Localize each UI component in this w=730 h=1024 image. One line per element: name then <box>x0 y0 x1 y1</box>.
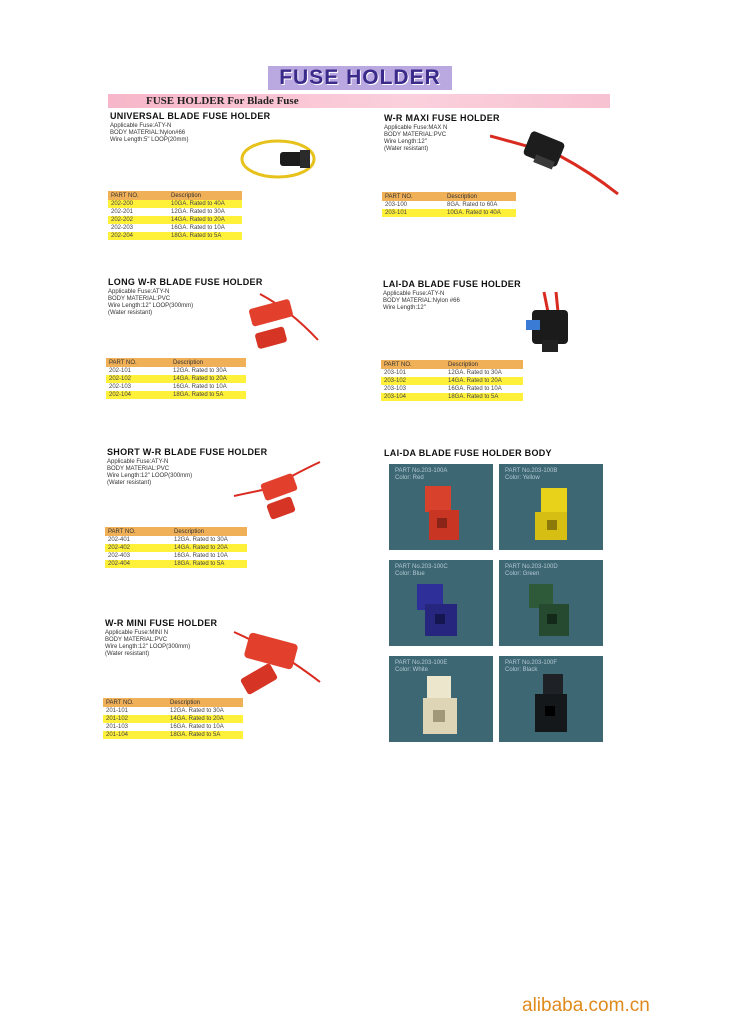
spec-line: Applicable Fuse:MINI N <box>105 630 169 636</box>
table-row: 201-101 12GA. Rated to 30A <box>106 708 224 714</box>
white-body-shape <box>389 656 493 742</box>
mini-parts-table <box>103 698 243 739</box>
col-header: Description <box>168 191 242 200</box>
table-row: 201-103 16GA. Rated to 10A <box>106 724 224 730</box>
section-heading: UNIVERSAL BLADE FUSE HOLDER <box>110 111 271 121</box>
watermark: alibaba.com.cn <box>522 995 650 1016</box>
thumb-caption: PART No.203-100F Color: Black <box>505 660 558 673</box>
spec-line: Applicable Fuse:MAX N <box>384 125 448 131</box>
table-row: 203-104 18GA. Rated to 5A <box>381 393 523 401</box>
col-header: Description <box>445 360 523 369</box>
section-banner <box>108 94 610 108</box>
spec-line: (Water resistant) <box>107 480 152 486</box>
spec-line: Wire Length:12" LOOP(300mm) <box>105 644 191 650</box>
body-thumb-yellow <box>499 464 603 550</box>
table-row: 203-101 10GA. Rated to 40A <box>382 209 516 217</box>
page-title: FUSE HOLDER <box>268 66 452 90</box>
spec-list <box>383 291 533 312</box>
thumb-caption: PART No.203-100A Color: Red <box>395 468 448 481</box>
table-row: 202-201 12GA. Rated to 30A <box>111 209 225 215</box>
table-row: 202-103 16GA. Rated to 10A <box>109 384 227 390</box>
col-header: PART NO. <box>108 191 168 200</box>
table-row: 202-401 12GA. Rated to 30A <box>108 537 228 543</box>
laida-holder-image <box>518 290 588 356</box>
col-header: Description <box>171 527 247 536</box>
col-header: Description <box>444 192 516 201</box>
blue-body-shape <box>389 560 493 646</box>
long-wr-holder-image <box>240 290 320 360</box>
section-heading: W-R MINI FUSE HOLDER <box>105 618 218 628</box>
table-row: 201-104 18GA. Rated to 5A <box>103 731 243 739</box>
thumb-caption: PART No.203-100E Color: White <box>395 660 448 673</box>
section-heading: LAI-DA BLADE FUSE HOLDER BODY <box>384 448 552 458</box>
laida-holder-section <box>383 279 533 312</box>
spec-line: BODY MATERIAL:PVC <box>105 637 168 643</box>
thumb-caption: PART No.203-100B Color: Yellow <box>505 468 558 481</box>
table-row: 203-103 16GA. Rated to 10A <box>384 386 502 392</box>
table-row: 202-102 14GA. Rated to 20A <box>106 375 246 383</box>
table-row: 201-102 14GA. Rated to 20A <box>103 715 243 723</box>
spec-line: BODY MATERIAL:PVC <box>107 466 170 472</box>
table-row: 202-204 18GA. Rated to 5A <box>108 232 242 240</box>
spec-line: BODY MATERIAL:PVC <box>108 296 171 302</box>
yellow-body-shape <box>499 464 603 550</box>
spec-list <box>108 289 258 317</box>
spec-line: BODY MATERIAL:PVC <box>384 132 447 138</box>
holder-body-section <box>384 448 552 458</box>
body-thumb-red <box>389 464 493 550</box>
table-row: 202-202 14GA. Rated to 20A <box>108 216 242 224</box>
body-thumb-green <box>499 560 603 646</box>
spec-line: Applicable Fuse:ATY-N <box>110 123 172 129</box>
table-row: 203-102 14GA. Rated to 20A <box>381 377 523 385</box>
spec-line: BODY MATERIAL:Nylon#66 <box>110 130 186 136</box>
spec-line: (Water resistant) <box>108 310 153 316</box>
col-header: PART NO. <box>382 192 444 201</box>
table-row: 203-101 12GA. Rated to 30A <box>384 370 502 376</box>
section-heading: SHORT W-R BLADE FUSE HOLDER <box>107 447 268 457</box>
black-body-shape <box>499 656 603 742</box>
maxi-parts-table <box>382 192 516 217</box>
spec-line: (Water resistant) <box>105 651 150 657</box>
universal-parts-table <box>108 191 242 240</box>
col-header: PART NO. <box>105 527 171 536</box>
green-body-shape <box>499 560 603 646</box>
col-header: PART NO. <box>103 698 167 707</box>
section-heading: LAI-DA BLADE FUSE HOLDER <box>383 279 521 289</box>
spec-line: Wire Length:12" <box>384 139 427 145</box>
body-thumb-white <box>389 656 493 742</box>
short-wr-holder-image <box>232 460 322 530</box>
col-header: PART NO. <box>381 360 445 369</box>
thumb-caption: PART No.203-100C Color: Blue <box>395 564 448 577</box>
thumb-caption: PART No.203-100D Color: Green <box>505 564 558 577</box>
col-header: Description <box>170 358 246 367</box>
body-thumb-blue <box>389 560 493 646</box>
long-wr-parts-table <box>106 358 246 399</box>
spec-line: (Water resistant) <box>384 146 429 152</box>
spec-line: Applicable Fuse:ATY-N <box>383 291 445 297</box>
spec-line: Wire Length:12" LOOP(300mm) <box>108 303 194 309</box>
spec-line: Applicable Fuse:ATY-N <box>107 459 169 465</box>
spec-line: Wire Length:12" <box>383 305 426 311</box>
universal-holder-image <box>238 134 318 184</box>
col-header: PART NO. <box>106 358 170 367</box>
table-row: 202-402 14GA. Rated to 20A <box>105 544 247 552</box>
banner-text: FUSE HOLDER For Blade Fuse <box>146 95 299 107</box>
spec-line: Wire Length:5" LOOP(20mm) <box>110 137 189 143</box>
section-heading: W-R MAXI FUSE HOLDER <box>384 113 500 123</box>
table-row: 202-404 18GA. Rated to 5A <box>105 560 247 568</box>
table-row: 202-104 18GA. Rated to 5A <box>106 391 246 399</box>
body-thumb-black <box>499 656 603 742</box>
spec-line: Applicable Fuse:ATY-N <box>108 289 170 295</box>
short-wr-parts-table <box>105 527 247 568</box>
spec-line: Wire Length:12" LOOP(300mm) <box>107 473 193 479</box>
table-row: 203-100 8GA. Rated to 60A <box>385 202 498 208</box>
section-heading: LONG W-R BLADE FUSE HOLDER <box>108 277 263 287</box>
mini-holder-image <box>232 622 322 702</box>
maxi-holder-image <box>490 128 620 198</box>
laida-parts-table <box>381 360 523 401</box>
col-header: Description <box>167 698 243 707</box>
table-row: 202-203 16GA. Rated to 10A <box>111 225 225 231</box>
table-row: 202-200 10GA. Rated to 40A <box>108 200 242 208</box>
spec-line: BODY MATERIAL:Nylon #66 <box>383 298 460 304</box>
table-row: 202-403 16GA. Rated to 10A <box>108 553 228 559</box>
red-body-shape <box>389 464 493 550</box>
table-row: 202-101 12GA. Rated to 30A <box>109 368 227 374</box>
